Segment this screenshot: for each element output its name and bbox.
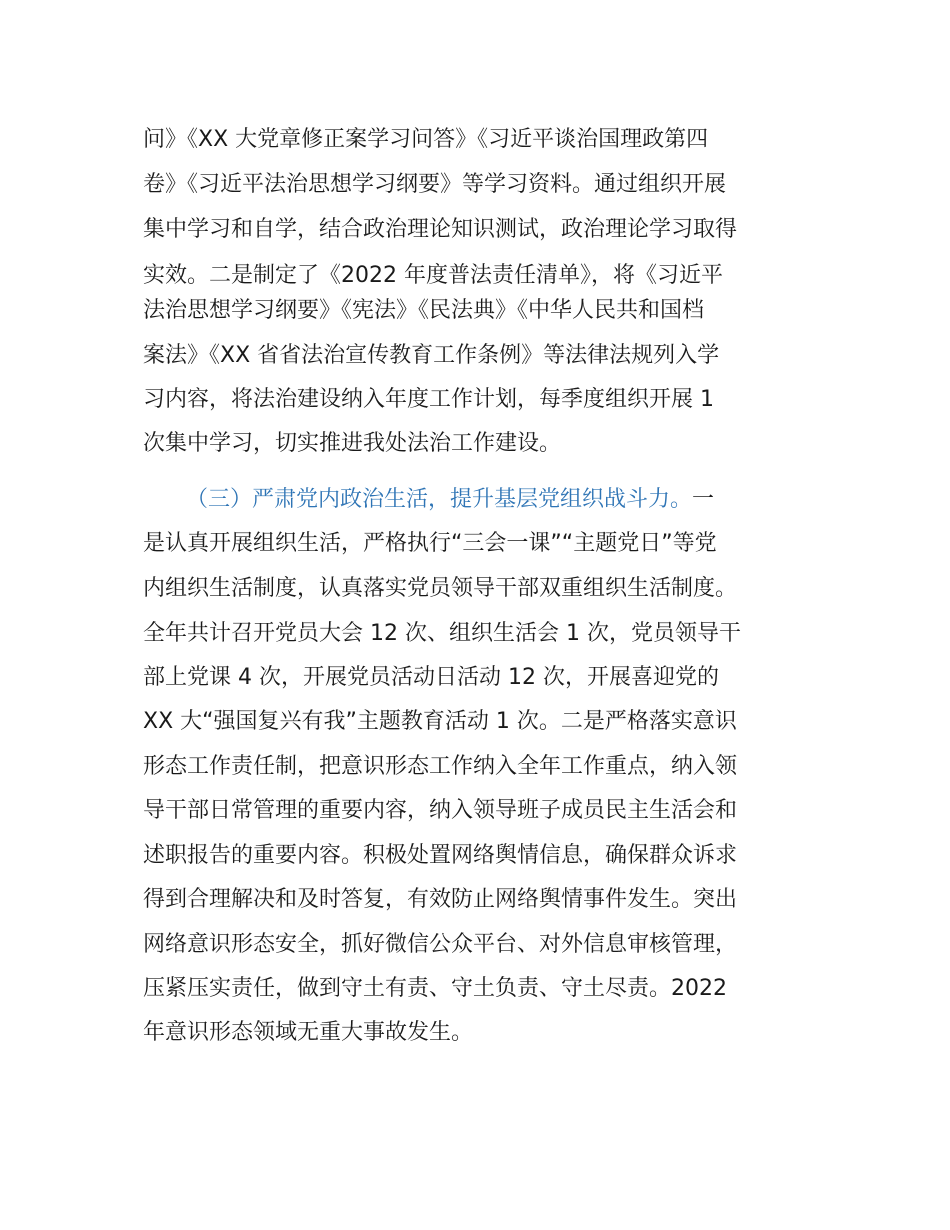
text-line: 述职报告的重要内容。积极处置网络舆情信息，确保群众诉求 — [143, 843, 738, 868]
text-line: 全年共计召开党员大会 12 次、组织生活会 1 次，党员领导干 — [143, 621, 741, 646]
text-line: 问》《XX 大党章修正案学习问答》《习近平谈治国理政第四 — [143, 127, 709, 152]
text-line: 习内容，将法治建设纳入年度工作计划，每季度组织开展 1 — [143, 387, 714, 412]
text-line: XX 大“强国复兴有我”主题教育活动 1 次。二是严格落实意识 — [143, 709, 737, 734]
text-line: 导干部日常管理的重要内容，纳入领导班子成员民主生活会和 — [143, 798, 738, 823]
text-line: 是认真开展组织生活，严格执行“三会一课”“主题党日”等党 — [143, 531, 717, 556]
text-line: 实效。二是制定了《2022 年度普法责任清单》，将《习近平 — [143, 263, 723, 288]
text-fragment: 一 — [692, 487, 715, 512]
text-line: 案法》《XX 省省法治宣传教育工作条例》等法律法规列入学 — [143, 343, 720, 368]
text-line: 卷》《习近平法治思想学习纲要》等学习资料。通过组织开展 — [143, 172, 727, 197]
text-line: 内组织生活制度，认真落实党员领导干部双重组织生活制度。 — [143, 576, 738, 601]
text-line: 法治思想学习纲要》《宪法》《民法典》《中华人民共和国档 — [143, 298, 705, 323]
text-line: 形态工作责任制，把意识形态工作纳入全年工作重点，纳入领 — [143, 754, 738, 779]
text-line: 网络意识形态安全，抓好微信公众平台、对外信息审核管理， — [143, 932, 738, 957]
section-heading-line — [186, 486, 714, 514]
section-heading: （三）严肃党内政治生活，提升基层党组织战斗力。 — [186, 487, 693, 512]
text-line: 次集中学习，切实推进我处法治工作建设。 — [143, 431, 562, 456]
text-line: 集中学习和自学，结合政治理论知识测试，政治理论学习取得 — [143, 217, 738, 242]
text-line: 部上党课 4 次，开展党员活动日活动 12 次，开展喜迎党的 — [143, 665, 719, 690]
text-line: 得到合理解决和及时答复，有效防止网络舆情事件发生。突出 — [143, 887, 738, 912]
text-line: 压紧压实责任，做到守土有责、守土负责、守土尽责。2022 — [143, 976, 727, 1001]
text-line: 年意识形态领域无重大事故发生。 — [143, 1020, 474, 1045]
